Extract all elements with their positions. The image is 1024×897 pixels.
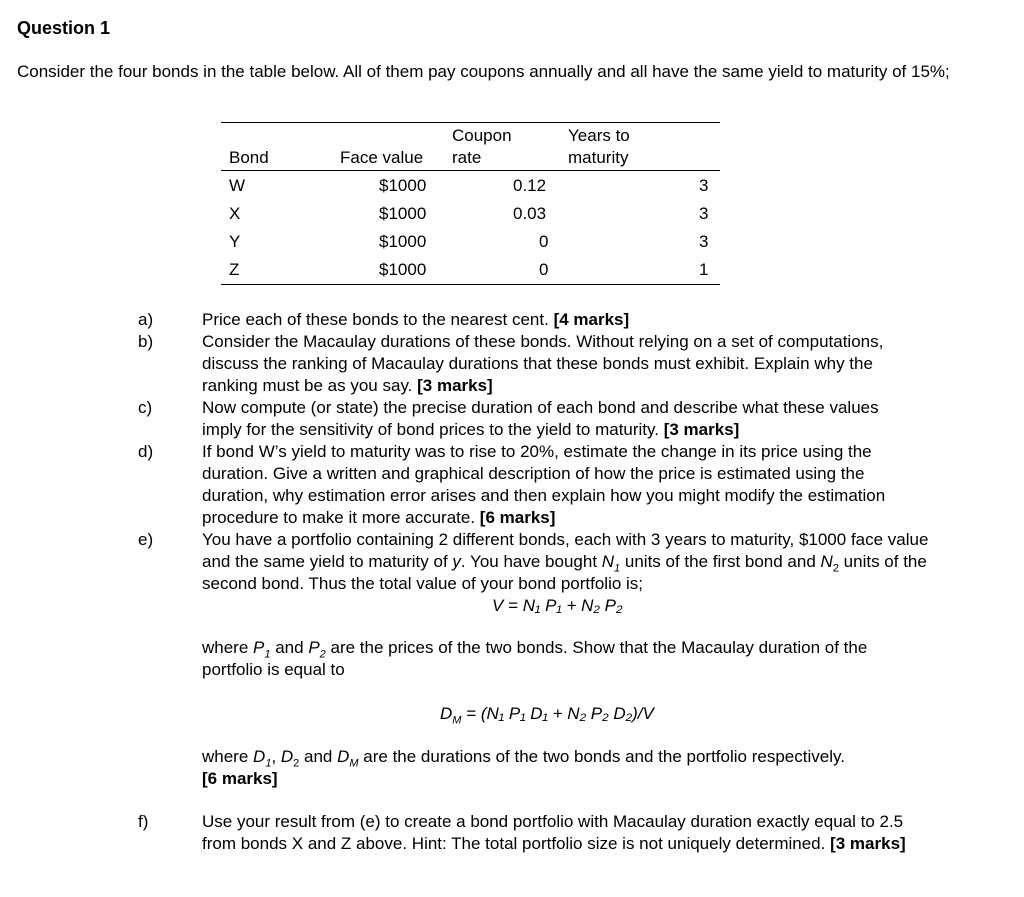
header-bond: Bond xyxy=(229,148,269,167)
table-header-rule xyxy=(221,170,720,171)
portfolio-duration-formula: $D_M = (N_1$ P₁ D₁ + N₂ P₂ D₂)/V xyxy=(440,704,654,727)
question-a-text: Price each of these bonds to the nearest cent. [4 marks] xyxy=(202,310,630,329)
question-a-label: a) xyxy=(138,310,154,329)
question-d-marks: [6 marks] xyxy=(479,508,556,527)
cell-face-value: $1000 xyxy=(379,176,427,195)
question-f-text: Use your result from (e) to create a bond portfolio with Macaulay duration exactly equal to 2.5 from bonds X and Z above. Hint: The total portfolio size is not uniquely determined. [3 marks] xyxy=(202,812,906,853)
cell-coupon: 0 xyxy=(539,260,549,279)
question-e-where1: where $P_1$ and $P_2$ are the prices of the two bonds. Show that the Macaulay duration of the portfolio is equal to xyxy=(202,638,868,679)
cell-coupon: 0 xyxy=(539,232,549,251)
cell-bond: Y xyxy=(229,232,241,251)
header-coupon-line2: rate xyxy=(452,148,482,167)
cell-coupon: 0.03 xyxy=(513,204,547,223)
cell-bond: W xyxy=(229,176,246,195)
question-b-text: Consider the Macaulay durations of these bonds. Without relying on a set of computations, discuss the ranking of Macaulay durations that these bonds must exhibit. Explain why the ranking must be as you say. [3 marks] xyxy=(202,332,884,395)
cell-years: 3 xyxy=(699,176,709,195)
bond-table xyxy=(221,122,720,285)
intro-paragraph: Consider the four bonds in the table below. All of them pay coupons annually and all have the same yield to maturity of 15%; xyxy=(17,62,950,81)
header-coupon-line1: Coupon xyxy=(452,126,512,145)
cell-bond: Z xyxy=(229,260,240,279)
question-b-marks: [3 marks] xyxy=(417,376,493,395)
cell-years: 1 xyxy=(699,260,709,279)
cell-face-value: $1000 xyxy=(379,232,427,251)
question-f-marks: [3 marks] xyxy=(830,834,906,853)
question-e-marks: [6 marks] xyxy=(202,769,278,788)
cell-years: 3 xyxy=(699,232,709,251)
question-e-where2: where $D_1$, $D_2$ and $D_M$ are the durations of the two bonds and the portfolio respectively. [6 marks] xyxy=(202,747,845,788)
header-face-value: Face value xyxy=(340,148,424,167)
header-years-line2: maturity xyxy=(568,148,629,167)
question-c-label: c) xyxy=(138,398,153,417)
question-e-text: You have a portfolio containing 2 different bonds, each with 3 years to maturity, $1000 face value and the same yield to maturity of y. You have bought $N_1$ units of the first bond and $N_2$ units of the second bond. Thus the total value of your bond portfolio is; xyxy=(202,530,929,593)
cell-coupon: 0.12 xyxy=(513,176,547,195)
question-c-text: Now compute (or state) the precise duration of each bond and describe what these values imply for the sensitivity of bond prices to the yield to maturity. [3 marks] xyxy=(202,398,879,439)
question-b-label: b) xyxy=(138,332,154,351)
cell-years: 3 xyxy=(699,204,709,223)
question-d-text: If bond W’s yield to maturity was to rise to 20%, estimate the change in its price using the duration. Give a written and graphical description of how the price is estimated using the duration, why estimation error arises and then explain how you might modify the estimation procedure to make it more accurate. [6 marks] xyxy=(202,442,886,527)
question-c-marks: [3 marks] xyxy=(663,420,740,439)
question-a-marks: [4 marks] xyxy=(553,310,630,329)
question-f-label: f) xyxy=(138,812,149,831)
table-top-rule xyxy=(221,122,720,123)
cell-face-value: $1000 xyxy=(379,260,427,279)
portfolio-value-formula: V = N₁ P₁ + N₂ P₂ xyxy=(492,596,623,615)
question-d-label: d) xyxy=(138,442,154,461)
question-e-label: e) xyxy=(138,530,154,549)
cell-face-value: $1000 xyxy=(379,204,427,223)
table-bottom-rule xyxy=(221,284,720,285)
question-heading: Question 1 xyxy=(17,18,111,38)
header-years-line1: Years to xyxy=(568,126,630,145)
cell-bond: X xyxy=(229,204,241,223)
